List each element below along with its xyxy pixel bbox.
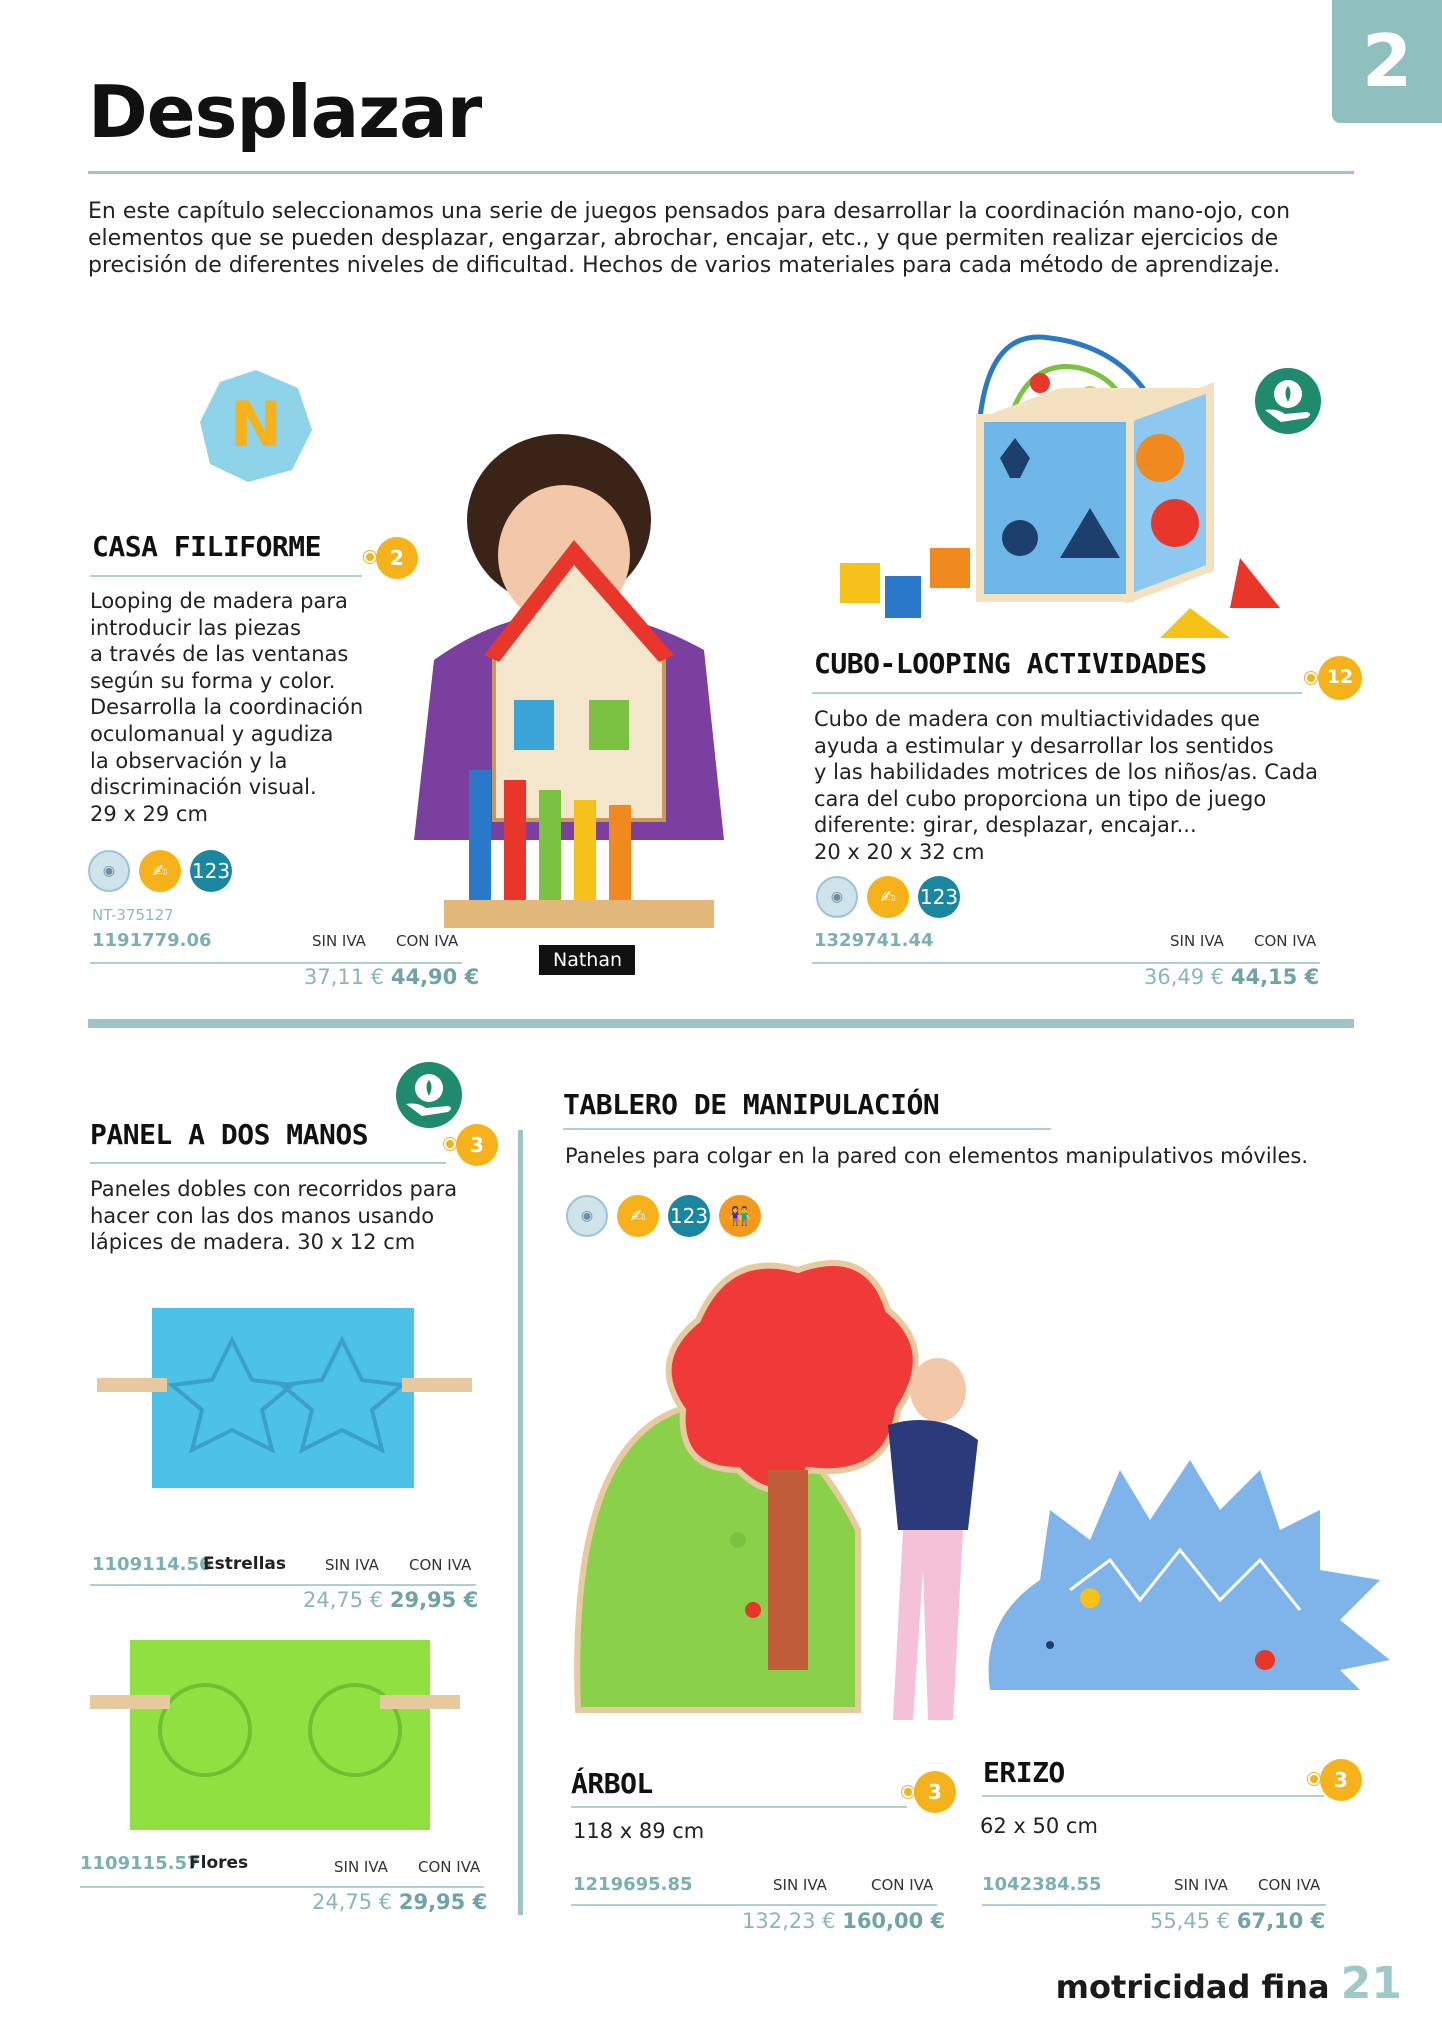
arbol-ref: 1219695.85 <box>573 1874 693 1895</box>
price-con: 29,95 € <box>389 1588 479 1612</box>
price-con: 44,15 € <box>1230 965 1320 989</box>
desc-line: diferente: girar, desplazar, encajar... <box>814 813 1197 838</box>
con-iva-label: CON IVA <box>871 1876 934 1894</box>
con-iva-label: CON IVA <box>409 1556 472 1574</box>
arbol-price-rule <box>571 1904 937 1906</box>
desc-line: cara del cubo proporciona un tipo de juego <box>814 786 1267 811</box>
desc-line: Looping de madera para <box>90 589 348 613</box>
cubo-illustration <box>830 308 1300 648</box>
title-rule <box>88 171 1354 174</box>
motor-icon: ✍ <box>139 850 181 892</box>
cubo-price <box>1144 965 1319 989</box>
chapter-tab: 2 <box>1332 0 1442 123</box>
estrellas-ref: 1109114.56 <box>92 1554 212 1575</box>
price-sin: 132,23 € <box>742 1909 836 1933</box>
casa-photo <box>374 400 744 940</box>
price-con: 44,90 € <box>390 965 480 989</box>
arbol-title: ÁRBOL <box>571 1767 653 1800</box>
con-iva-label: CON IVA <box>396 932 459 950</box>
panel-title-rule <box>90 1162 446 1164</box>
price-con: 67,10 € <box>1236 1909 1326 1933</box>
erizo-ref: 1042384.55 <box>982 1874 1102 1895</box>
desc-line: Desarrolla la coordinación <box>90 695 364 720</box>
casa-price-rule <box>90 962 462 964</box>
sin-iva-label: SIN IVA <box>312 932 366 950</box>
tablero-title: TABLERO DE MANIPULACIÓN <box>563 1088 940 1121</box>
tablero-title-rule <box>563 1128 1051 1130</box>
desc-line: según su forma y color. <box>90 668 336 693</box>
tablero-description: Paneles para colgar en la pared con elementos manipulativos móviles. <box>565 1144 1309 1168</box>
page-title: Desplazar <box>88 70 482 154</box>
cubo-ref: 1329741.44 <box>814 930 934 951</box>
cubo-description <box>814 706 1354 866</box>
casa-title: CASA FILIFORME <box>92 530 322 563</box>
nathan-n-letter: N <box>230 388 282 461</box>
panel-age-badge <box>456 1124 498 1166</box>
numbers-icon-label: 123 <box>919 885 959 909</box>
desc-line: la observación y la <box>90 748 288 773</box>
estrellas-name: Estrellas <box>203 1554 287 1574</box>
age-dot <box>1305 672 1317 684</box>
erizo-price <box>1150 1909 1325 1933</box>
casa-title-rule <box>90 575 362 577</box>
flores-name: Flores <box>189 1853 249 1873</box>
erizo-title-rule <box>982 1795 1324 1797</box>
numbers-icon <box>668 1195 710 1237</box>
nathan-n-badge <box>198 368 314 484</box>
age-value: 2 <box>390 546 404 570</box>
erizo-age-badge <box>1320 1759 1362 1801</box>
flores-ref: 1109115.57 <box>80 1853 200 1874</box>
price-sin: 55,45 € <box>1150 1909 1231 1933</box>
desc-line: y las habilidades motrices de los niños/as. Cada <box>814 760 1319 785</box>
con-iva-label: CON IVA <box>418 1858 481 1876</box>
price-sin: 24,75 € <box>312 1890 393 1914</box>
arbol-title-rule <box>571 1806 907 1808</box>
desc-line: ayuda a estimular y desarrollar los sentidos <box>814 733 1274 758</box>
cubo-title-rule <box>812 692 1302 694</box>
con-iva-label: CON IVA <box>1254 932 1317 950</box>
numbers-icon-label: 123 <box>669 1204 709 1228</box>
arbol-photo <box>568 1250 1008 1760</box>
numbers-icon <box>190 850 232 892</box>
casa-price <box>304 965 479 989</box>
intro-text: En este capítulo seleccionamos una serie de juegos pensados para desarrollar la coordinación mano-ojo, con elementos que se pueden desplazar, engarzar, abrochar, encajar, etc., y que permiten realizar ejercicios de precisión de diferentes niveles de dificultad. Hechos de varios materiales para cada método de aprendizaje. <box>88 199 1291 278</box>
numbers-icon <box>918 876 960 918</box>
desc-line: oculomanual y agudiza <box>90 721 334 746</box>
price-sin: 37,11 € <box>304 965 385 989</box>
age-dot <box>902 1786 914 1798</box>
desc-line: 29 x 29 cm <box>90 801 208 826</box>
erizo-photo <box>980 1450 1400 1700</box>
casa-ref: 1191779.06 <box>92 930 212 951</box>
arbol-price <box>742 1909 945 1933</box>
con-iva-label: CON IVA <box>1258 1876 1321 1894</box>
desc-line: hacer con las dos manos usando <box>90 1203 435 1228</box>
sense-icon: ◉ <box>88 850 130 892</box>
panel-description <box>90 1176 490 1256</box>
erizo-title: ERIZO <box>983 1756 1065 1789</box>
sense-icon: ◉ <box>566 1195 608 1237</box>
casa-illustration <box>374 400 744 940</box>
sin-iva-label: SIN IVA <box>1174 1876 1228 1894</box>
price-sin: 36,49 € <box>1144 965 1225 989</box>
casa-description <box>90 588 390 827</box>
eco-badge <box>396 1062 462 1128</box>
age-value: 3 <box>928 1780 942 1804</box>
desc-line: 20 x 20 x 32 cm <box>814 839 985 864</box>
panel-title: PANEL A DOS MANOS <box>90 1118 369 1151</box>
price-sin: 24,75 € <box>303 1588 384 1612</box>
sense-icon: ◉ <box>816 876 858 918</box>
price-con: 29,95 € <box>398 1890 488 1914</box>
desc-line: Paneles dobles con recorridos para <box>90 1177 458 1201</box>
price-con: 160,00 € <box>842 1909 946 1933</box>
age-value: 3 <box>1334 1768 1348 1792</box>
cubo-age-badge <box>1318 656 1362 700</box>
motor-icon: ✍ <box>617 1195 659 1237</box>
sin-iva-label: SIN IVA <box>325 1556 379 1574</box>
social-icon: 👫 <box>719 1195 761 1237</box>
desc-line: introducir las piezas <box>90 615 301 640</box>
flores-price <box>312 1890 487 1914</box>
cubo-photo <box>830 308 1300 648</box>
desc-line: discriminación visual. <box>90 775 317 800</box>
age-value: 12 <box>1326 666 1354 688</box>
eco-badge <box>1255 368 1321 434</box>
panel-estrellas-illustration <box>92 1300 474 1495</box>
age-dot <box>444 1138 456 1150</box>
motor-icon: ✍ <box>867 876 909 918</box>
sin-iva-label: SIN IVA <box>1170 932 1224 950</box>
arbol-illustration <box>568 1250 1008 1760</box>
numbers-icon-label: 123 <box>191 859 231 883</box>
page-number: 21 <box>1340 1958 1402 2009</box>
flores-price-rule <box>80 1886 484 1888</box>
estrellas-price <box>303 1588 478 1612</box>
desc-line: a través de las ventanas <box>90 642 349 667</box>
cubo-title: CUBO-LOOPING ACTIVIDADES <box>814 647 1207 680</box>
nathan-brand-logo: Nathan <box>539 945 635 975</box>
sin-iva-label: SIN IVA <box>334 1858 388 1876</box>
age-dot <box>1308 1773 1320 1785</box>
page-footer <box>1056 1958 1402 2009</box>
erizo-price-rule <box>982 1904 1326 1906</box>
panel-estrellas-photo <box>92 1300 474 1495</box>
arbol-size: 118 x 89 cm <box>573 1819 705 1843</box>
footer-section: motricidad fina <box>1055 1968 1330 2006</box>
desc-line: lápices de madera. 30 x 12 cm <box>90 1230 416 1255</box>
panel-flores-illustration <box>80 1620 470 1835</box>
section-divider <box>88 1019 1354 1028</box>
estrellas-price-rule <box>90 1584 476 1586</box>
erizo-size: 62 x 50 cm <box>980 1814 1098 1838</box>
cubo-price-rule <box>812 962 1320 964</box>
column-divider <box>518 1130 523 1915</box>
desc-line: Cubo de madera con multiactividades que <box>814 707 1260 731</box>
erizo-illustration <box>980 1450 1400 1700</box>
panel-flores-photo <box>80 1620 470 1835</box>
age-value: 3 <box>470 1133 484 1157</box>
sin-iva-label: SIN IVA <box>773 1876 827 1894</box>
casa-code-sub: NT-375127 <box>92 906 174 924</box>
arbol-age-badge <box>914 1771 956 1813</box>
